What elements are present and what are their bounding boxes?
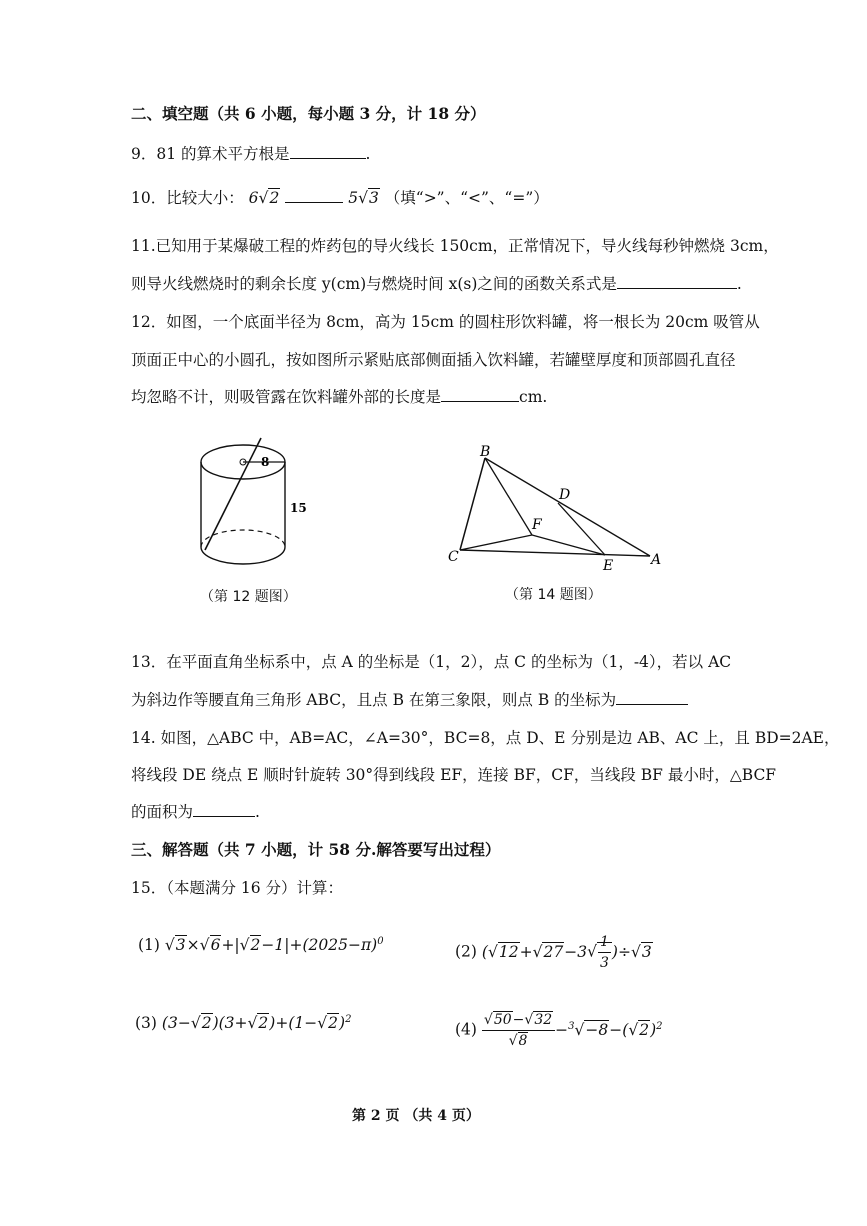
figure-14-caption: （第 14 题图） (505, 587, 602, 603)
figure-12-cylinder (195, 432, 315, 572)
figure-12-caption: （第 12 题图） (200, 589, 297, 605)
q9-text: 9．81 的算术平方根是 (131, 145, 290, 163)
straw (205, 438, 261, 550)
label-height: 15 (290, 501, 307, 515)
q14-line3: 的面积为 (131, 803, 194, 821)
q15-part2 (455, 932, 653, 973)
answer-blank (290, 144, 366, 159)
q15-header: 15．（本题满分 16 分）计算： (131, 879, 344, 897)
label-radius: 8 (261, 455, 270, 469)
part4-label: (4) (455, 1020, 477, 1039)
question-11-line2 (131, 274, 742, 294)
side-CA (460, 550, 650, 556)
right-coef: 5 (348, 189, 359, 207)
answer-blank (441, 387, 519, 402)
q13-line1: 13．在平面直角坐标系中，点 A 的坐标是（1，2），点 C 的坐标为（1，-4），若以 AC (131, 653, 732, 671)
q12-end: cm. (519, 388, 548, 406)
figure-14-triangle (440, 440, 675, 575)
cylinder-bottom-front (201, 547, 285, 564)
q14-line2: 将线段 DE 绕点 E 顺时针旋转 30°得到线段 EF，连接 BF，CF，当线段 BF 最小时，△BCF (131, 766, 777, 784)
q14-line1: 14. 如图，△ABC 中，AB=AC，∠A=30°，BC=8，点 D、E 分别是边 AB、AC 上，且 BD=2AE， (131, 729, 840, 747)
part1-label: (1) (138, 936, 160, 955)
answer-blank (285, 188, 343, 203)
side-BA (485, 458, 650, 556)
sqrt-sign: √3 (358, 189, 379, 207)
q11-line1: 11.已知用于某爆破工程的炸药包的导火线长 150cm，正常情况下，导火线每秒钟燃烧 3cm， (131, 237, 779, 255)
segment-DE (558, 503, 605, 555)
question-12-line3 (131, 387, 547, 407)
q10-left-expr (249, 189, 281, 207)
q10-suffix: （填“>”、“<”、“=”） (384, 189, 549, 207)
question-13-line2 (131, 690, 688, 710)
answer-blank (617, 274, 737, 289)
part2-expression: (√12+√27−3√ $\frac{1}{3}$ )÷√3 (481, 934, 652, 971)
q14-end: . (255, 803, 260, 821)
label-A: A (651, 552, 662, 568)
label-D: D (559, 487, 571, 503)
part2-label: (2) (455, 942, 477, 961)
answer-blank (616, 690, 688, 705)
part3-expression: $(3-√2)(3+√2)+(1-√2)^2$ (161, 1014, 352, 1033)
q15-part4 (455, 1010, 663, 1051)
q12-line1: 12．如图，一个底面半径为 8cm，高为 15cm 的圆柱形饮料罐，将一根长为 20cm 吸管从 (131, 313, 760, 331)
left-radicand: 2 (269, 189, 280, 207)
part3-label: (3) (135, 1014, 157, 1033)
q10-right-expr (348, 189, 380, 207)
right-radicand: 3 (368, 189, 379, 207)
q11-line2: 则导火线燃烧时的剩余长度 y(cm)与燃烧时间 x(s)之间的函数关系式是 (131, 275, 617, 293)
q12-line2: 顶面正中心的小圆孔，按如图所示紧贴底部侧面插入饮料罐，若罐壁厚度和顶部圆孔直径 (131, 351, 736, 369)
page-footer: 第 2 页 （共 4 页） (352, 1108, 480, 1124)
question-10 (131, 188, 549, 208)
side-BC (460, 458, 485, 550)
label-E: E (603, 558, 614, 574)
part4-expression: $\frac{√50-√32}{√8}$ $-^3√-8-(√2)^2$ (483, 1012, 663, 1049)
label-F: F (532, 517, 542, 533)
answer-blank (193, 802, 255, 817)
q10-prefix: 10．比较大小： (131, 189, 244, 207)
left-coef: 6 (248, 189, 259, 207)
label-C: C (448, 549, 459, 565)
part1-expression: $√3\times√6+|√2-1|+(2025-\pi)^0$ (164, 936, 384, 955)
q9-end: . (365, 145, 371, 163)
section3-title: 三、解答题（共 7 小题，计 58 分.解答要写出过程） (131, 840, 501, 859)
question-9 (131, 144, 370, 164)
question-14-line3 (131, 802, 260, 822)
q11-end: . (736, 275, 742, 293)
sqrt-sign: √2 (258, 189, 280, 207)
q13-line2: 为斜边作等腰直角三角形 ABC，且点 B 在第三象限，则点 B 的坐标为 (131, 691, 617, 709)
q15-part3 (135, 1010, 351, 1033)
q15-part1 (138, 932, 384, 955)
segment-CF (460, 535, 532, 550)
section2-title: 二、填空题（共 6 小题，每小题 3 分，计 18 分） (131, 104, 486, 123)
segment-BF (485, 458, 532, 535)
q12-line3: 均忽略不计，则吸管露在饮料罐外部的长度是 (131, 388, 442, 406)
label-B: B (480, 444, 491, 460)
